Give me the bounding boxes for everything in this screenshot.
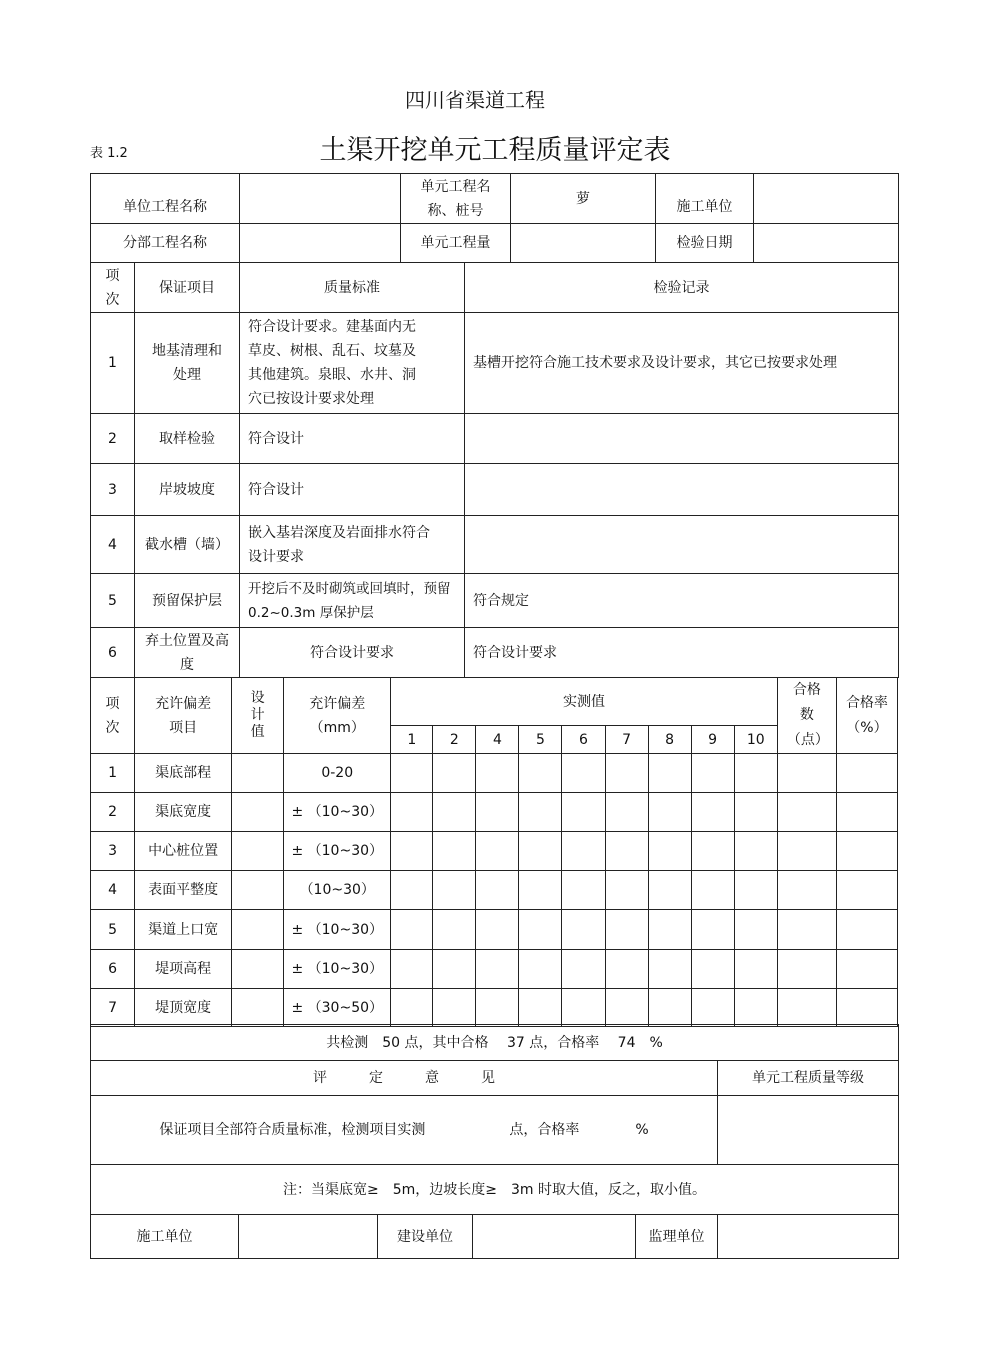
form-title: 土渠开挖单元工程质量评定表 — [319, 135, 671, 166]
pass-rate-cell[interactable] — [836, 910, 897, 950]
row-tolerance: 0-20 — [284, 754, 391, 793]
measured-cell[interactable] — [562, 832, 605, 871]
opinion-text[interactable]: 保证项目全部符合质量标准，检测项目实测 点，合格率 % — [91, 1096, 718, 1165]
tol-col-measured: 实测值 — [391, 678, 778, 726]
measured-cell[interactable] — [734, 910, 777, 950]
row-number: 3 — [91, 832, 135, 871]
measured-cell[interactable] — [519, 793, 562, 832]
measured-cell[interactable] — [562, 989, 605, 1027]
design-value-cell[interactable] — [232, 754, 284, 793]
tolerance-row — [91, 910, 898, 950]
guarantee-row — [91, 414, 899, 464]
guarantee-col-item: 保证项目 — [135, 263, 240, 313]
measured-cell[interactable] — [648, 910, 691, 950]
guarantee-row — [91, 516, 899, 574]
grade-label: 单元工程质量等级 — [718, 1061, 899, 1096]
row-item: 渠底宽度 — [135, 793, 232, 832]
tolerance-row — [91, 989, 898, 1027]
element-name-value[interactable]: 萝 — [511, 174, 656, 224]
guarantee-col-no: 项次 — [91, 263, 135, 313]
measured-cell[interactable] — [476, 871, 519, 910]
guarantee-col-standard: 质量标准 — [240, 263, 465, 313]
element-qty-label: 单元工程量 — [401, 224, 511, 263]
measured-cell[interactable] — [476, 754, 519, 793]
pass-count-cell[interactable] — [777, 910, 836, 950]
design-value-cell[interactable] — [232, 793, 284, 832]
row-item: 地基清理和处理 — [135, 313, 240, 414]
measured-cell[interactable] — [391, 754, 433, 793]
row-item: 堤项高程 — [135, 950, 232, 989]
sub-project-value[interactable] — [240, 224, 401, 263]
row-tolerance: ± （10~30） — [284, 950, 391, 989]
row-item: 预留保护层 — [135, 574, 240, 628]
measured-cell[interactable] — [605, 871, 648, 910]
design-value-cell[interactable] — [232, 989, 284, 1027]
row-tolerance: ± （10~30） — [284, 832, 391, 871]
pass-count-cell[interactable] — [777, 832, 836, 871]
measured-cell[interactable] — [605, 793, 648, 832]
guarantee-row — [91, 464, 899, 516]
tol-col-item: 充许偏差项目 — [135, 678, 232, 754]
pass-rate-cell[interactable] — [836, 754, 897, 793]
design-value-cell[interactable] — [232, 871, 284, 910]
tol-col-no: 项次 — [91, 678, 135, 754]
measure-col-header: 1 — [391, 726, 433, 754]
unit-project-label: 单位工程名称 — [91, 174, 240, 224]
row-record[interactable]: 符合设计要求 — [465, 628, 899, 678]
guarantee-col-record: 检验记录 — [465, 263, 899, 313]
measured-cell[interactable] — [734, 989, 777, 1027]
measured-cell[interactable] — [391, 871, 433, 910]
measured-cell[interactable] — [476, 950, 519, 989]
sig-owner-value[interactable] — [473, 1215, 636, 1259]
row-item: 截水槽（墙） — [135, 516, 240, 574]
row-number: 5 — [91, 574, 135, 628]
row-standard: 符合设计 — [240, 414, 465, 464]
row-number: 2 — [91, 793, 135, 832]
row-standard: 嵌入基岩深度及岩面排水符合设计要求 — [240, 516, 465, 574]
measured-cell[interactable] — [476, 832, 519, 871]
design-value-cell[interactable] — [232, 832, 284, 871]
measured-cell[interactable] — [391, 950, 433, 989]
tolerance-row — [91, 950, 898, 989]
measure-col-header: 4 — [476, 726, 519, 754]
guarantee-row — [91, 628, 899, 678]
measured-cell[interactable] — [476, 793, 519, 832]
measured-cell[interactable] — [734, 832, 777, 871]
row-item: 弃土位置及高 度 — [135, 628, 240, 678]
row-item: 中心桩位置 — [135, 832, 232, 871]
measured-cell[interactable] — [433, 754, 476, 793]
row-item: 表面平整度 — [135, 871, 232, 910]
pass-count-cell[interactable] — [777, 989, 836, 1027]
measured-cell[interactable] — [691, 754, 734, 793]
note: 注：当渠底宽≥ 5m，边坡长度≥ 3m 时取大值，反之，取小值。 — [91, 1165, 899, 1215]
measured-cell[interactable] — [734, 754, 777, 793]
unit-project-value[interactable] — [240, 174, 401, 224]
row-standard: 开挖后不及时砌筑或回填时，预留 0.2~0.3m 厚保护层 — [240, 574, 465, 628]
row-item: 堤顶宽度 — [135, 989, 232, 1027]
row-record[interactable]: 符合规定 — [465, 574, 899, 628]
row-number: 1 — [91, 754, 135, 793]
pass-rate-cell[interactable] — [836, 871, 897, 910]
measured-cell[interactable] — [519, 754, 562, 793]
measured-cell[interactable] — [433, 832, 476, 871]
province-title: 四川省渠道工程 — [405, 88, 545, 112]
measured-cell[interactable] — [691, 989, 734, 1027]
measured-cell[interactable] — [605, 754, 648, 793]
row-tolerance: ± （30~50） — [284, 989, 391, 1027]
row-number: 6 — [91, 950, 135, 989]
measured-cell[interactable] — [691, 793, 734, 832]
measured-cell[interactable] — [605, 832, 648, 871]
measured-cell[interactable] — [648, 950, 691, 989]
table-number: 表 1.2 — [90, 146, 128, 161]
sig-supervisor-label: 监理单位 — [636, 1215, 718, 1259]
measured-cell[interactable] — [476, 910, 519, 950]
row-tolerance: ± （10~30） — [284, 910, 391, 950]
measured-cell[interactable] — [605, 950, 648, 989]
tolerance-table — [90, 677, 898, 1027]
measured-cell[interactable] — [648, 989, 691, 1027]
row-item: 渠道上口宽 — [135, 910, 232, 950]
row-standard: 符合设计要求 — [240, 628, 465, 678]
grade-value[interactable] — [718, 1096, 899, 1165]
row-number: 1 — [91, 313, 135, 414]
measured-cell[interactable] — [691, 910, 734, 950]
measured-cell[interactable] — [605, 910, 648, 950]
tolerance-row — [91, 871, 898, 910]
measured-cell[interactable] — [562, 793, 605, 832]
measured-cell[interactable] — [734, 950, 777, 989]
row-number: 5 — [91, 910, 135, 950]
pass-rate-cell[interactable] — [836, 950, 897, 989]
row-number: 4 — [91, 516, 135, 574]
row-number: 6 — [91, 628, 135, 678]
pass-rate-cell[interactable] — [836, 832, 897, 871]
measure-col-header: 9 — [691, 726, 734, 754]
element-name-label: 单元工程名称、桩号 — [401, 174, 511, 224]
measured-cell[interactable] — [433, 910, 476, 950]
measured-cell[interactable] — [562, 871, 605, 910]
pass-count-cell[interactable] — [777, 871, 836, 910]
measured-cell[interactable] — [691, 950, 734, 989]
measured-cell[interactable] — [648, 871, 691, 910]
row-number: 2 — [91, 414, 135, 464]
measure-col-header: 5 — [519, 726, 562, 754]
measured-cell[interactable] — [433, 871, 476, 910]
measured-cell[interactable] — [648, 793, 691, 832]
pass-count-cell[interactable] — [777, 754, 836, 793]
row-number: 7 — [91, 989, 135, 1027]
row-item: 渠底部程 — [135, 754, 232, 793]
measured-cell[interactable] — [562, 910, 605, 950]
tol-col-design: 设计值 — [232, 678, 284, 754]
measured-cell[interactable] — [519, 989, 562, 1027]
measured-cell[interactable] — [519, 832, 562, 871]
measured-cell[interactable] — [691, 871, 734, 910]
measure-col-header: 7 — [605, 726, 648, 754]
measured-cell[interactable] — [605, 989, 648, 1027]
row-tolerance: （10~30） — [284, 871, 391, 910]
tolerance-row — [91, 754, 898, 793]
opinion-label: 评 定 意 见 — [91, 1061, 718, 1096]
check-date-label: 检验日期 — [656, 224, 754, 263]
measured-cell[interactable] — [391, 910, 433, 950]
pass-count-cell[interactable] — [777, 950, 836, 989]
measured-cell[interactable] — [691, 832, 734, 871]
tolerance-row — [91, 793, 898, 832]
row-number: 3 — [91, 464, 135, 516]
measured-cell[interactable] — [519, 910, 562, 950]
row-number: 4 — [91, 871, 135, 910]
measured-cell[interactable] — [562, 754, 605, 793]
measured-cell[interactable] — [476, 989, 519, 1027]
design-value-cell[interactable] — [232, 910, 284, 950]
sub-project-label: 分部工程名称 — [91, 224, 240, 263]
row-tolerance: ± （10~30） — [284, 793, 391, 832]
sig-owner-label: 建设单位 — [378, 1215, 473, 1259]
pass-rate-cell[interactable] — [836, 989, 897, 1027]
check-date-value[interactable] — [754, 224, 899, 263]
evaluation-table — [90, 1024, 899, 1259]
tol-col-pass-rate: 合格率（%） — [836, 678, 897, 754]
measure-col-header: 10 — [734, 726, 777, 754]
pass-rate-cell[interactable] — [836, 793, 897, 832]
measured-cell[interactable] — [734, 871, 777, 910]
measured-cell[interactable] — [433, 793, 476, 832]
row-record[interactable] — [465, 464, 899, 516]
measured-cell[interactable] — [391, 832, 433, 871]
measured-cell[interactable] — [562, 950, 605, 989]
row-item: 岸坡坡度 — [135, 464, 240, 516]
measured-cell[interactable] — [391, 989, 433, 1027]
info-guarantee-table — [90, 173, 899, 678]
pass-count-cell[interactable] — [777, 793, 836, 832]
measure-col-header: 8 — [648, 726, 691, 754]
summary-line: 共检测 50 点，其中合格 37 点，合格率 74 % — [91, 1025, 899, 1061]
row-standard: 符合设计 — [240, 464, 465, 516]
row-record[interactable] — [465, 414, 899, 464]
measured-cell[interactable] — [391, 793, 433, 832]
guarantee-row — [91, 574, 899, 628]
measured-cell[interactable] — [734, 793, 777, 832]
element-qty-value[interactable] — [511, 224, 656, 263]
tolerance-row — [91, 832, 898, 871]
row-item: 取样检验 — [135, 414, 240, 464]
row-record[interactable]: 基槽开挖符合施工技术要求及设计要求，其它已按要求处理 — [465, 313, 899, 414]
measured-cell[interactable] — [648, 832, 691, 871]
sig-construction-value[interactable] — [239, 1215, 378, 1259]
tol-col-dev: 充许偏差（mm） — [284, 678, 391, 754]
measured-cell[interactable] — [433, 950, 476, 989]
measured-cell[interactable] — [433, 989, 476, 1027]
tol-col-pass-count: 合格数（点） — [777, 678, 836, 754]
construction-unit-label: 施工单位 — [656, 174, 754, 224]
measure-col-header: 2 — [433, 726, 476, 754]
sig-construction-label: 施工单位 — [91, 1215, 239, 1259]
design-value-cell[interactable] — [232, 950, 284, 989]
row-standard: 符合设计要求。建基面内无草皮、树根、乱石、坟墓及其他建筑。泉眼、水井、洞穴已按设计要求处理 — [240, 313, 465, 414]
measure-col-header: 6 — [562, 726, 605, 754]
row-record[interactable] — [465, 516, 899, 574]
measured-cell[interactable] — [519, 871, 562, 910]
measured-cell[interactable] — [648, 754, 691, 793]
construction-unit-value[interactable] — [754, 174, 899, 224]
measured-cell[interactable] — [519, 950, 562, 989]
sig-supervisor-value[interactable] — [718, 1215, 899, 1259]
guarantee-row — [91, 313, 899, 414]
